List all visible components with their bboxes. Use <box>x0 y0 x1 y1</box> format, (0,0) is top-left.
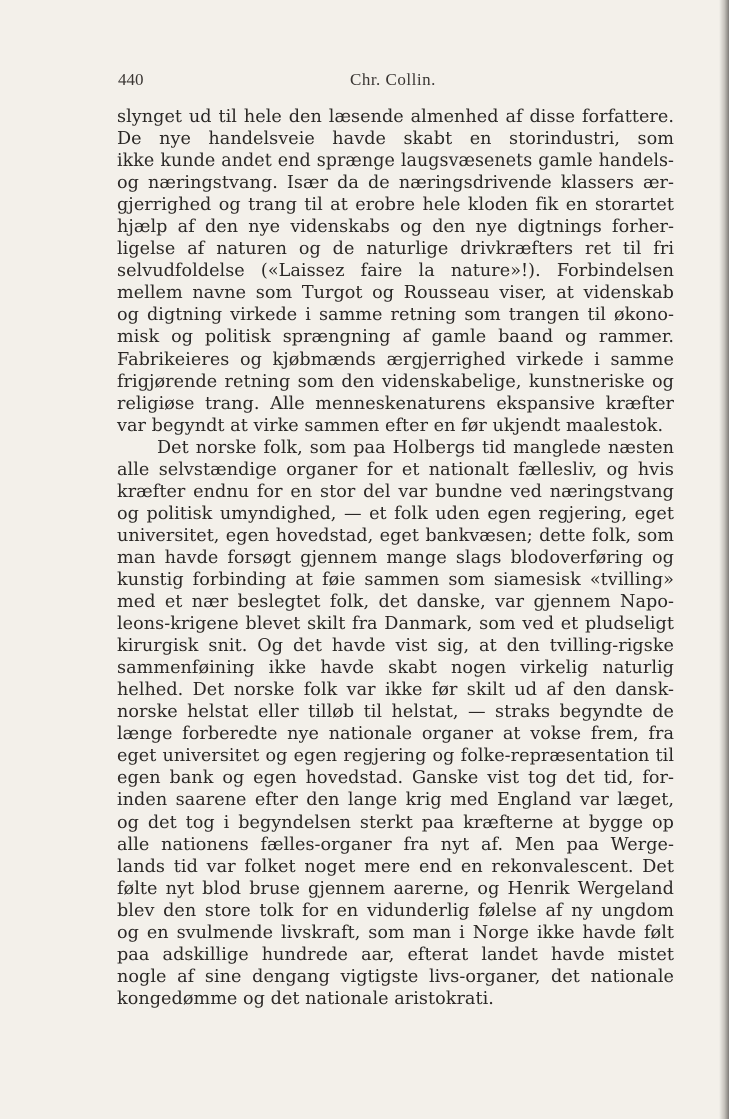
text-line: alle nationens fælles-organer fra nyt af. Men paa Werge- <box>117 834 674 855</box>
text-line: hjælp af den nye videnskabs og den nye digtnings forher- <box>117 217 674 238</box>
text-line: leons-krigene blevet skilt fra Danmark, som ved et pludseligt <box>117 614 674 635</box>
text-line: og en svulmende livskraft, som man i Norge ikke havde følt <box>117 922 674 943</box>
text-line: helhed. Det norske folk var ikke før skilt ud af den dansk- <box>117 680 674 701</box>
text-line: sammenføining ikke havde skabt nogen virkelig naturlig <box>117 658 674 679</box>
text-line: De nye handelsveie havde skabt en storindustri, som <box>117 129 674 150</box>
text-line: og digtning virkede i samme retning som trangen til økono- <box>117 305 674 326</box>
page-edge-shadow <box>719 0 729 1119</box>
text-line: man havde forsøgt gjennem mange slags blodoverføring og <box>117 547 674 568</box>
text-line: kræfter endnu for en stor del var bundne ved næringstvang <box>117 481 674 502</box>
text-line: kongedømme og det nationale aristokrati. <box>117 988 494 1009</box>
text-line: og næringstvang. Især da de næringsdrivende klassers ær- <box>117 173 674 194</box>
page-header <box>118 70 673 92</box>
text-line: kunstig forbinding at føie sammen som siamesisk «tvilling» <box>117 569 674 590</box>
text-line: norske helstat eller tilløb til helstat, — straks begyndte de <box>117 702 674 723</box>
text-line: blev den store tolk for en vidunderlig følelse af ny ungdom <box>117 900 674 921</box>
running-head: Chr. Collin. <box>350 70 436 89</box>
text-line: og politisk umyndighed, — et folk uden egen regjering, eget <box>117 503 674 524</box>
body-text <box>117 106 674 1010</box>
text-line: nogle af sine dengang vigtigste livs-organer, det nationale <box>117 966 674 987</box>
text-line: religiøse trang. Alle menneskenaturens ekspansive kræfter <box>117 393 674 414</box>
text-line: misk og politisk sprængning af gamle baand og rammer. <box>117 327 674 348</box>
text-line: kirurgisk snit. Og det havde vist sig, at den tvilling-rigske <box>117 636 674 657</box>
text-line: gjerrighed og trang til at erobre hele kloden fik en storartet <box>117 195 674 216</box>
text-line: inden saarene efter den lange krig med England var læget, <box>117 790 674 811</box>
text-line: slynget ud til hele den læsende almenhed af disse forfattere. <box>117 107 674 127</box>
text-line: Det norske folk, som paa Holbergs tid manglede næsten <box>157 437 674 458</box>
text-line: mellem navne som Turgot og Rousseau viser, at videnskab <box>117 283 674 304</box>
text-line: Fabrikeieres og kjøbmænds ærgjerrighed virkede i samme <box>117 349 674 370</box>
text-line: var begyndt at virke sammen efter en før ukjendt maalestok. <box>117 415 664 436</box>
text-line: eget universitet og egen regjering og folke-repræsentation til <box>117 746 674 767</box>
text-line: egen bank og egen hovedstad. Ganske vist tog det tid, for- <box>117 768 674 789</box>
text-line: med et nær beslegtet folk, det danske, var gjennem Napo- <box>117 592 674 613</box>
text-line: selvudfoldelse («Laissez faire la nature»!). Forbindelsen <box>117 261 674 282</box>
page-number: 440 <box>118 70 144 89</box>
text-line: ligelse af naturen og de naturlige drivkræfters ret til fri <box>117 239 674 260</box>
text-line: lands tid var folket noget mere end en rekonvalescent. Det <box>117 856 674 877</box>
text-line: ikke kunde andet end sprænge laugsvæsenets gamle handels- <box>117 151 674 172</box>
text-line: universitet, egen hovedstad, eget bankvæsen; dette folk, som <box>117 525 674 546</box>
text-line: paa adskillige hundrede aar, efterat landet havde mistet <box>117 944 674 965</box>
text-line: og det tog i begyndelsen sterkt paa kræfterne at bygge op <box>117 812 674 833</box>
text-line: følte nyt blod bruse gjennem aarerne, og Henrik Wergeland <box>117 878 674 899</box>
text-line: alle selvstændige organer for et nationalt fællesliv, og hvis <box>117 459 674 480</box>
text-line: længe forberedte nye nationale organer at vokse frem, fra <box>117 724 674 745</box>
text-line: frigjørende retning som den videnskabelige, kunstneriske og <box>117 371 674 392</box>
